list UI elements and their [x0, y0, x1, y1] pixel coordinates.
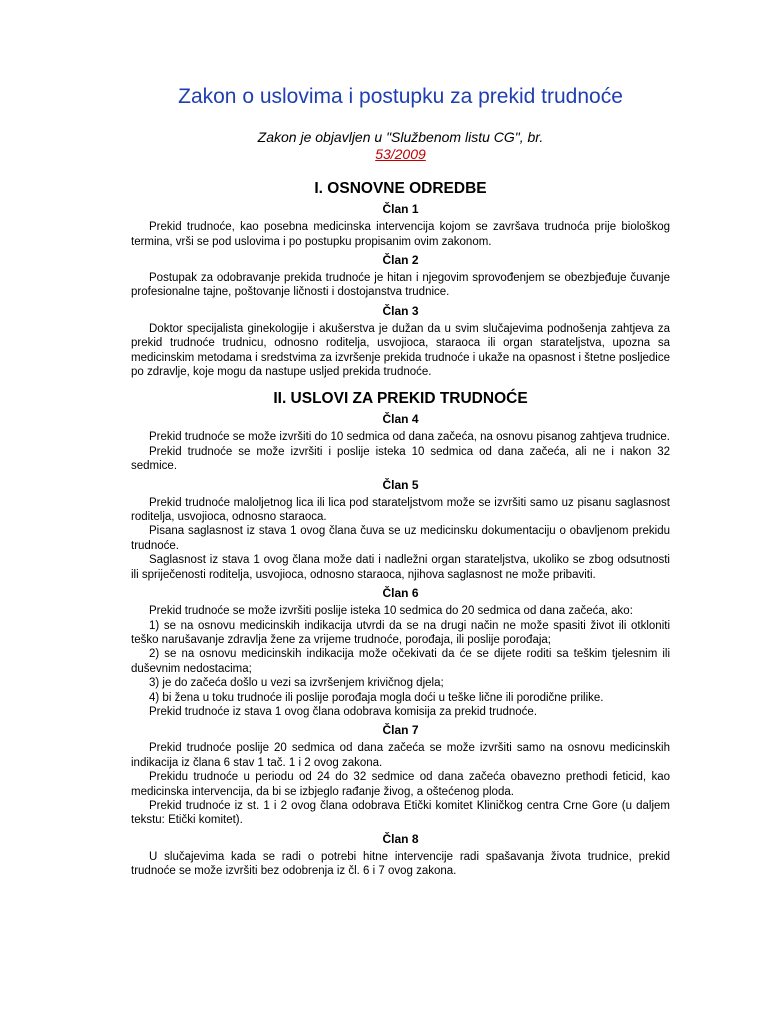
article-paragraph: 4) bi žena u toku trudnoće ili poslije porođaja mogla doći u teške lične ili porodične prilike.	[149, 691, 604, 704]
article-heading: Član 2	[382, 253, 419, 267]
article	[131, 478, 670, 586]
article-paragraph: Prekid trudnoće, kao posebna medicinska intervencija kojom se završava trudnoća prije biološkog termina, vrši se pod uslovima i po postupku propisanim ovim zakonom.	[131, 221, 670, 248]
article-paragraph: 3) je do začeća došlo u vezi sa izvršenjem krivičnog djela;	[149, 677, 444, 690]
article-paragraph: Prekidu trudnoće u periodu od 24 do 32 sedmice od dana začeća obavezno prethodi feticid, kao medicinska intervencija, da bi se izbjeglo rađanje živog, a oštećenog ploda.	[131, 771, 670, 798]
article-paragraph: Prekid trudnoće iz stava 1 ovog člana odobrava komisija za prekid trudnoće.	[149, 705, 538, 718]
document-title: Zakon o uslovima i postupku za prekid trudnoće	[178, 85, 623, 108]
article	[131, 412, 670, 477]
publication-text: Zakon je objavljen u "Službenom listu CG", br.	[257, 129, 544, 146]
article	[131, 586, 670, 723]
article-heading: Član 1	[382, 202, 419, 217]
article	[131, 253, 670, 304]
publication-note	[131, 129, 670, 163]
article-paragraph: Prekid trudnoće se može izvršiti poslije isteka 10 sedmica do 20 sedmica od dana začeća, ako:	[149, 605, 633, 618]
article	[131, 723, 670, 831]
section	[131, 179, 670, 389]
article-paragraph: Doktor specijalista ginekologije i akušerstva je dužan da u svim slučajevima podnošenja zahtjeva za prekid trudnoće trudnicu, odnosno roditelja, usvojioca, staraoca ili organ starateljstva, upozna sa medicinskim metodama i sredstvima za izvršenje prekida trudnoće i ukaže na opasnost i štetne posljedice po zdravlje, koje mogu da nastupe usljed prekida trudnoće.	[131, 322, 670, 379]
article-paragraph: Pisana saglasnost iz stava 1 ovog člana čuva se uz medicinsku dokumentaciju o obavljenom prekidu trudnoće.	[131, 525, 670, 552]
section-heading: I. OSNOVNE ODREDBE	[314, 180, 487, 198]
section-spacer	[131, 883, 670, 889]
article-paragraph: U slučajevima kada se radi o potrebi hitne intervencije radi spašavanja života trudnice, prekid trudnoće se može izvršiti bez odobrenja iz čl. 6 i 7 ovog zakona.	[131, 850, 670, 878]
gazette-number-link[interactable]: 53/2009	[375, 146, 426, 163]
article-paragraph: Prekid trudnoće maloljetnog lica ili lica pod starateljstvom može se izvršiti samo uz pisanu saglasnost roditelja, usvojioca, odnosno staraoca.	[131, 496, 670, 524]
article-paragraph: Prekid trudnoće se može izvršiti do 10 sedmica od dana začeća, na osnovu pisanog zahtjeva trudnice.	[149, 431, 670, 444]
article-paragraph: Prekid trudnoće se može izvršiti i poslije isteka 10 sedmica od dana začeća, ali ne i nakon 32 sedmice.	[131, 445, 670, 473]
article-heading: Član 3	[382, 303, 419, 318]
article-paragraph: Prekid trudnoće poslije 20 sedmica od dana začeća se može izvršiti samo na osnovu medicinskih indikacija iz člana 6 stav 1 tač. 1 i 2 ovog zakona.	[131, 742, 670, 769]
article-heading: Član 8	[382, 831, 419, 846]
article-paragraph: 2) se na osnovu medicinskih indikacija može očekivati da će se dijete roditi sa teškim tjelesnim ili duševnim nedostacima;	[131, 648, 670, 675]
section-heading: II. USLOVI ZA PREKID TRUDNOĆE	[273, 390, 528, 408]
article-heading: Član 4	[382, 412, 419, 427]
article-paragraph: 1) se na osnovu medicinskih indikacija utvrdi da se na drugi način ne može spasiti život ili otkloniti teško narušavanje zdravlja žene za vrijeme trudnoće, porođaja, ili poslije porođaja;	[131, 619, 670, 646]
section	[131, 389, 670, 888]
article	[131, 832, 670, 883]
document-body	[131, 179, 670, 888]
article-paragraph: Saglasnost iz stava 1 ovog člana može dati i nadležni organ starateljstva, ukoliko se zbog odsutnosti ili spriječenosti roditelja, usvojioca, odnosno staraoca, njihova saglasnost ne može pribaviti.	[131, 554, 670, 581]
article-paragraph: Postupak za odobravanje prekida trudnoće je hitan i njegovim sprovođenjem se obezbjeđuje čuvanje profesionalne tajne, poštovanje ličnosti i dostojanstva trudnice.	[131, 272, 670, 299]
article-heading: Član 7	[382, 723, 419, 738]
article-paragraph: Prekid trudnoće iz st. 1 i 2 ovog člana odobrava Etički komitet Kliničkog centra Crne Gore (u daljem tekstu: Etički komitet).	[131, 799, 670, 827]
article	[131, 304, 670, 384]
article	[131, 202, 670, 253]
article-heading: Član 6	[382, 586, 419, 601]
article-heading: Član 5	[382, 477, 419, 492]
